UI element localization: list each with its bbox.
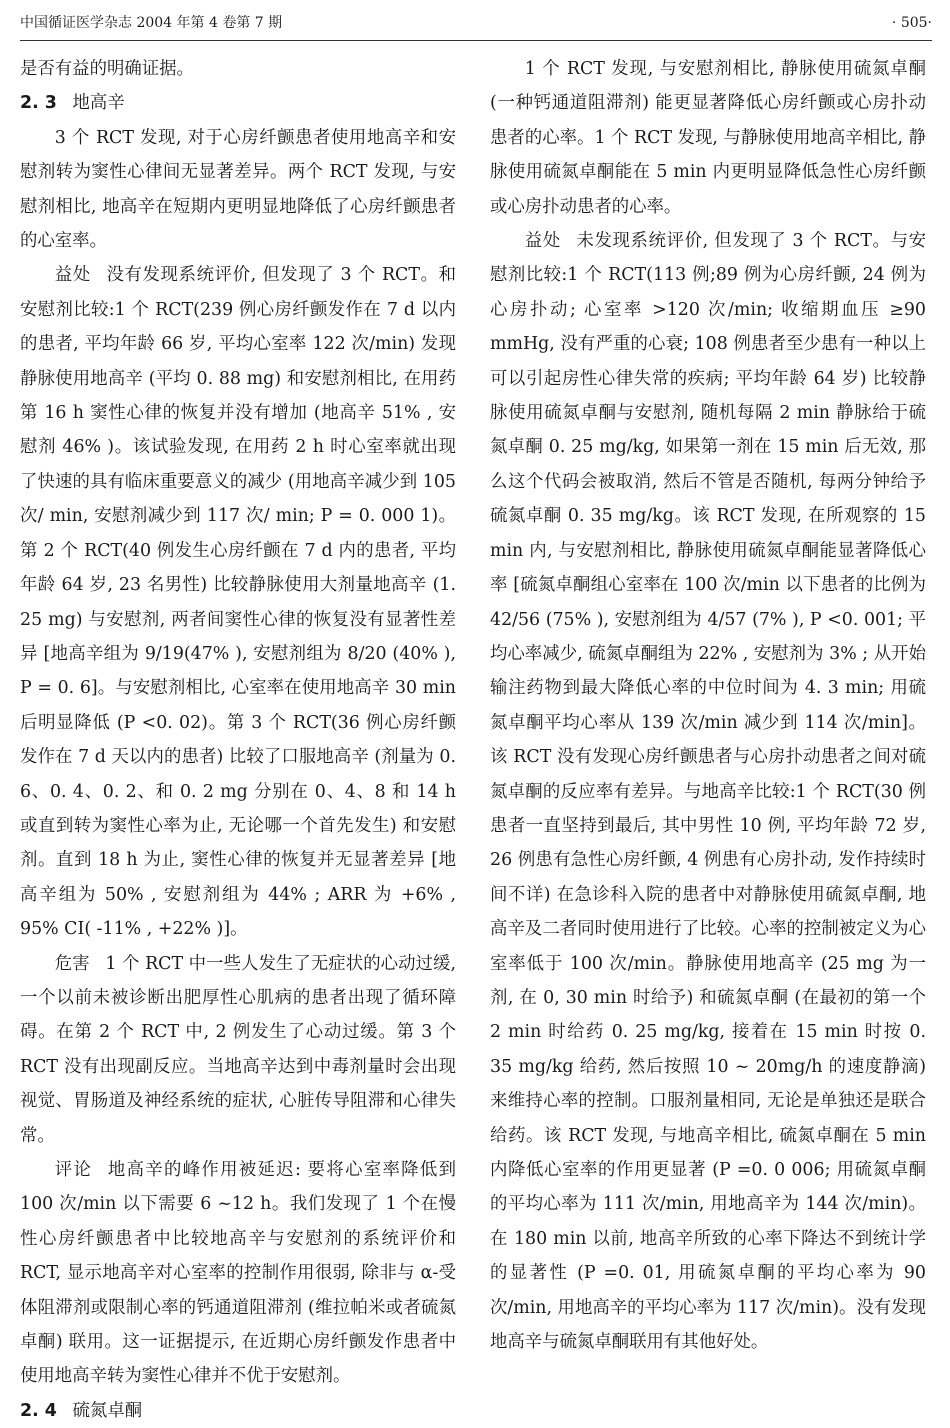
left-column bbox=[20, 52, 456, 1428]
harm-paragraph bbox=[20, 947, 456, 1153]
summary-paragraph: 3 个 RCT 发现, 对于心房纤颤患者使用地高辛和安慰剂转为窦性心律间无显著差异。两个 RCT 发现, 与安慰剂相比, 地高辛在短期内更明显地降低了心房纤颤患者的心室率。 bbox=[20, 127, 456, 252]
benefit-text: 没有发现系统评价, 但发现了 3 个 RCT。和安慰剂比较:1 个 RCT(239 例心房纤颤发作在 7 d 以内的患者, 平均年龄 66 岁, 平均心室率 122 次/min) 发现静脉使用地高辛 (平均 0. 88 mg) 和安慰剂相比, 在用药第 16 h 窦性心律的恢复并没有增加 (地高辛 51% , 安慰剂 46% )。该试验发现, 在用药 2 h 时心室率就出现了快速的具有临床重要意义的减少 (用地高辛减少到 105 次/ min, 安慰剂减少到 117 次/ min; P = 0. 000 1)。第 2 个 RCT(40 例发生心房纤颤在 7 d 内的患者, 平均年龄 64 岁, 23 名男性) 比较静脉使用大剂量地高辛 (1. 25 mg) 与安慰剂, 两者间窦性心律的恢复没有显著性差异 [地高辛组为 9/19(47% ), 安慰剂组为 8/20 (40% ), P = 0. 6]。与安慰剂相比, 心室率在使用地高辛 30 min 后明显降低 (P <0. 02)。第 3 个 RCT(36 例心房纤颤发作在 7 d 天以内的患者) 比较了口服地高辛 (剂量为 0. 6、0. 4、0. 2、和 0. 2 mg 分别在 0、4、8 和 14 h 或直到转为窦性心率为止, 无论哪一个首先发生) 和安慰剂。直到 18 h 为止, 窦性心律的恢复并无显著差异 [地高辛组为 50% , 安慰剂组为 44% ; ARR 为 +6% , 95% CI( -11% , +22% )]。 bbox=[20, 265, 456, 940]
benefit-paragraph bbox=[490, 224, 926, 1359]
comment-label: 评论 bbox=[54, 1160, 93, 1180]
benefit-label: 益处 bbox=[54, 265, 91, 286]
carryover-paragraph: 是否有益的明确证据。 bbox=[20, 59, 194, 79]
benefit-paragraph bbox=[20, 258, 456, 946]
section-title: 硫氮卓酮 bbox=[72, 1400, 143, 1421]
comment-text: 地高辛的峰作用被延迟: 要将心室率降低到 100 次/min 以下需要 6 ~12 h。我们发现了 1 个在慢性心房纤颤患者中比较地高辛与安慰剂的系统评价和 RCT, 显示地高辛对心室率的控制作用很弱, 除非与 α-受体阻滞剂或限制心率的钙通道阻滞剂 (维拉帕米或者硫氮卓酮) 联用。这一证据提示, 在近期心房纤颤发作患者中使用地高辛转为窦性心律并不优于安慰剂。 bbox=[20, 1160, 456, 1387]
comment-paragraph bbox=[20, 1153, 456, 1394]
section-number: 2. 4 bbox=[20, 1400, 57, 1421]
section-heading-2-3 bbox=[20, 86, 456, 120]
benefit-label: 益处 bbox=[524, 231, 561, 252]
journal-issue: 中国循证医学杂志 2004 年第 4 卷第 7 期 bbox=[20, 15, 283, 31]
running-header bbox=[20, 6, 932, 41]
benefit-text: 未发现系统评价, 但发现了 3 个 RCT。与安慰剂比较:1 个 RCT(113 例;89 例为心房纤颤, 24 例为心房扑动; 心室率 >120 次/min; 收缩期血压 ≥90 mmHg, 没有严重的心衰; 108 例患者至少患有一种以上可以引起房性心律失常的疾病; 平均年龄 64 岁) 比较静脉使用硫氮卓酮与安慰剂, 随机每隔 2 min 静脉给于硫氮卓酮 0. 25 mg/kg, 如果第一剂在 15 min 后无效, 那么这个代码会被取消, 然后不管是否随机, 每两分钟给予硫氮卓酮 0. 35 mg/kg。该 RCT 发现, 在所观察的 15 min 内, 与安慰剂相比, 静脉使用硫氮卓酮能显著降低心率 [硫氮卓酮组心室率在 100 次/min 以下患者的比例为 42/56 (75% ), 安慰剂组为 4/57 (7% ), P <0. 001; 平均心率减少, 硫氮卓酮组为 22% , 安慰剂为 3% ; 从开始输注药物到最大降低心率的中位时间为 4. 3 min; 用硫氮卓酮平均心率从 139 次/min 减少到 114 次/min]。该 RCT 没有发现心房纤颤患者与心房扑动患者之间对硫氮卓酮的反应率有差异。与地高辛比较:1 个 RCT(30 例患者一直坚持到最后, 其中男性 10 例, 平均年龄 72 岁, 26 例患有急性心房纤颤, 4 例患有心房扑动, 发作持续时间不详) 在急诊科入院的患者中对静脉使用硫氮卓酮, 地高辛及二者同时使用进行了比较。心率的控制被定义为心室率低于 100 次/min。静脉使用地高辛 (25 mg 为一剂, 在 0, 30 min 时给予) 和硫氮卓酮 (在最初的第一个 2 min 时给药 0. 25 mg/kg, 接着在 15 min 时按 0. 35 mg/kg 给药, 然后按照 10 ~ 20mg/h 的速度静滴) 来维持心率的控制。口服剂量相同, 无论是单独还是联合给药。该 RCT 发现, 与地高辛相比, 硫氮卓酮在 5 min 内降低心室率的作用更显著 (P =0. 0 006; 用硫氮卓酮的平均心率为 111 次/min, 用地高辛为 144 次/min)。在 180 min 以前, 地高辛所致的心率下降达不到统计学的显著性 (P =0. 01, 用硫氮卓酮的平均心率为 90 次/min, 用地高辛的平均心率为 117 次/min)。没有发现地高辛与硫氮卓酮联用有其他好处。 bbox=[490, 231, 926, 1353]
right-column bbox=[490, 52, 926, 1359]
section-number: 2. 3 bbox=[20, 93, 57, 114]
section-title: 地高辛 bbox=[72, 93, 125, 114]
harm-label: 危害 bbox=[54, 953, 90, 974]
harm-text: 1 个 RCT 中一些人发生了无症状的心动过缓, 一个以前未被诊断出肥厚性心肌病的患者出现了循环障碍。在第 2 个 RCT 中, 2 例发生了心动过缓。第 3 个 RCT 没有出现副反应。当地高辛达到中毒剂量时会出现视觉、胃肠道及神经系统的症状, 心脏传导阻滞和心律失常。 bbox=[20, 953, 456, 1146]
summary-paragraph: 1 个 RCT 发现, 与安慰剂相比, 静脉使用硫氮卓酮 (一种钙通道阻滞剂) 能更显著降低心房纤颤或心房扑动患者的心率。1 个 RCT 发现, 与静脉使用地高辛相比, 静脉使用硫氮卓酮能在 5 min 内更明显降低急性心房纤颤或心房扑动患者的心率。 bbox=[490, 59, 926, 217]
section-heading-2-4 bbox=[20, 1394, 456, 1428]
page-number: · 505· bbox=[891, 15, 932, 31]
